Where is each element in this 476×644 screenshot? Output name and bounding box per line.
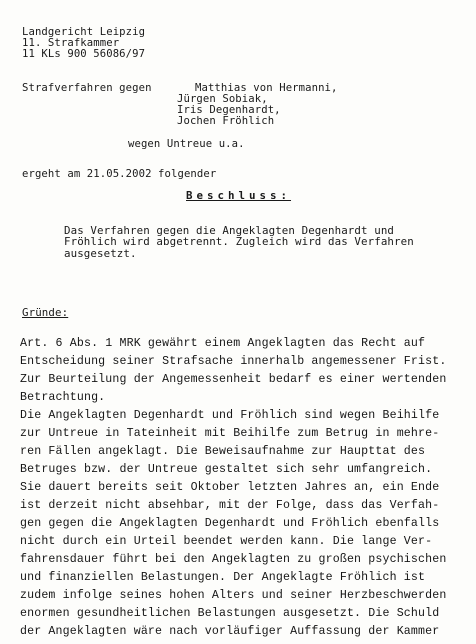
- body-line: ist derzeit nicht absehbar, mit der Folge, dass das Verfah-: [20, 499, 440, 512]
- tenor-line: Fröhlich wird abgetrennt. Zugleich wird das Verfahren: [64, 235, 414, 248]
- body-line: Zur Beurteilung der Angemessenheit bedarf es einer wertenden: [20, 373, 447, 386]
- defendant-2: Jürgen Sobiak,: [177, 93, 268, 105]
- body-line: enormen gesundheitlichen Belastungen ausgesetzt. Die Schuld: [20, 607, 440, 620]
- file-number: 11 KLs 900 56086/97: [22, 48, 146, 60]
- charge-line: wegen Untreue u.a.: [128, 138, 245, 150]
- body-line: der Angeklagten wäre nach vorläufiger Auffassung der Kammer: [20, 625, 440, 638]
- tenor-line: ausgesetzt.: [64, 247, 137, 260]
- body-line: gen gegen die Angeklagten Degenhardt und Fröhlich ebenfalls: [20, 517, 440, 530]
- body-line: Betrachtung.: [20, 391, 106, 404]
- defendant-4: Jochen Fröhlich: [177, 115, 275, 127]
- body-line: Betruges bzw. der Untreue gestaltet sich sehr umfangreich.: [20, 463, 433, 476]
- defendant-3: Iris Degenhardt,: [177, 104, 281, 116]
- tenor-line: Das Verfahren gegen die Angeklagten Degenhardt und: [64, 224, 395, 237]
- body-line: nicht durch ein Urteil beendet werden kann. Die lange Ver-: [20, 535, 433, 548]
- decision-title: Beschluss:: [186, 189, 292, 202]
- body-line: fahrensdauer führt bei den Angeklagten zu großen psychischen: [20, 553, 447, 566]
- body-line: zudem infolge seines hohen Alters und seiner Herzbeschwerden: [20, 589, 447, 602]
- decision-line: ergeht am 21.05.2002 folgender: [22, 168, 217, 180]
- body-line: ren Fällen angeklagt. Die Beweisaufnahme zur Haupttat des: [20, 445, 426, 458]
- case-label: Strafverfahren gegen: [22, 82, 152, 94]
- court-name: Landgericht Leipzig: [22, 26, 146, 38]
- body-line: zur Untreue in Tateinheit mit Beihilfe zum Betrug in mehre-: [20, 427, 440, 440]
- chamber-name: 11. Strafkammer: [22, 37, 120, 49]
- body-line: Sie dauert bereits seit Oktober letzten Jahres an, ein Ende: [20, 481, 440, 494]
- defendant-1: Matthias von Hermanni,: [195, 82, 338, 94]
- body-line: Entscheidung seiner Strafsache innerhalb angemessener Frist.: [20, 355, 447, 368]
- body-line: Art. 6 Abs. 1 MRK gewährt einem Angeklagten das Recht auf: [20, 337, 426, 350]
- reasons-heading: Gründe:: [22, 306, 69, 319]
- body-line: Die Angeklagten Degenhardt und Fröhlich sind wegen Beihilfe: [20, 409, 440, 422]
- body-line: und finanziellen Belastungen. Der Angeklagte Fröhlich ist: [20, 571, 426, 584]
